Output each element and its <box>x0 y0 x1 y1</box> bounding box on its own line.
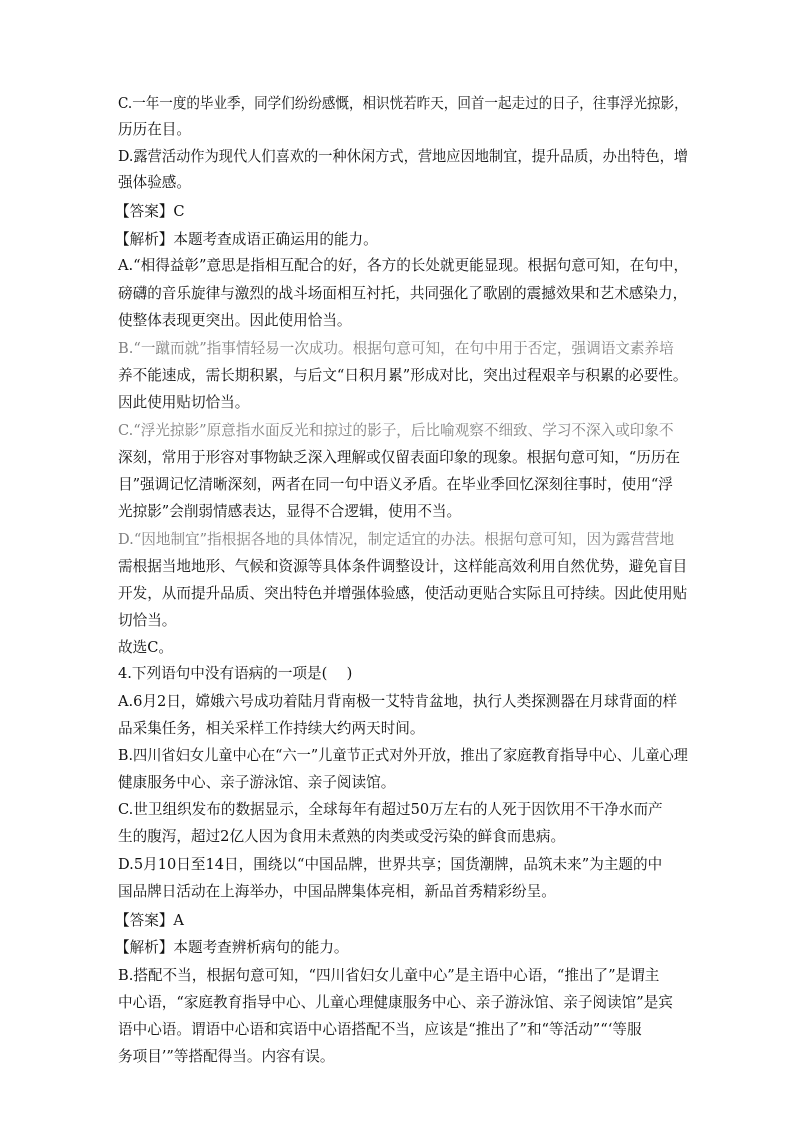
text-line: 切恰当。 <box>118 612 177 629</box>
text-line: 使整体表现更突出。因此使用恰当。 <box>118 312 352 329</box>
text-line: 品采集任务，相关采样工作持续大约两天时间。 <box>118 720 425 737</box>
text-line: 磅礴的音乐旋律与激烈的战斗场面相互衬托，共同强化了歌剧的震撼效果和艺术感染力， <box>118 285 688 302</box>
option-a: A.6月2日，嫦娥六号成功着陆月背南极一艾特肯盆地，执行人类探测器在月球背面的样 <box>118 693 678 710</box>
option-c: C.世卫组织发布的数据显示，全球每年有超过50万左右的人死于因饮用不干净水而产 <box>118 801 663 818</box>
text-line: 需根据当地地形、气候和资源等具体条件调整设计，这样能高效利用自然优势，避免盲目 <box>118 558 688 575</box>
text-line: 语中心语。谓语中心语和宾语中心语搭配不当，应该是“推出了”和“等活动”“‘等服 <box>118 1021 642 1038</box>
analysis-label: 【解析】本题考查成语正确运用的能力。 <box>115 231 378 248</box>
text-line: 目”强调记忆清晰深刻，两者在同一句中语义矛盾。在毕业季回忆深刻往事时，使用“浮 <box>118 476 673 493</box>
text-line: 生的腹泻，超过2亿人因为食用未煮熟的肉类或受污染的鲜食而患病。 <box>118 828 566 845</box>
text-line: A.“相得益彰”意思是指相互配合的好，各方的长处就更能显现。根据句意可知，在句中， <box>118 257 689 274</box>
answer-label: 【答案】C <box>115 203 185 220</box>
option-d: D.5月10日至14日，围绕以“中国品牌，世界共享；国货潮牌，品筑未来”为主题的中 <box>118 856 663 873</box>
text-line: 中心语，“家庭教育指导中心、儿童心理健康服务中心、亲子游泳馆、亲子阅读馆”是宾 <box>118 994 673 1011</box>
text-line: 深刻，常用于形容对事物缺乏深入理解或仅留表面印象的现象。根据句意可知，“历历在 <box>118 449 681 466</box>
text-line: 历历在目。 <box>118 121 191 138</box>
text-line: 健康服务中心、亲子游泳馆、亲子阅读馆。 <box>118 774 396 791</box>
text-line: 务项目’”等搭配得当。内容有误。 <box>118 1048 335 1065</box>
text-line: B.搭配不当，根据句意可知，“四川省妇女儿童中心”是主语中心语，“推出了”是谓主 <box>118 967 660 984</box>
text-line: 故选C。 <box>118 639 173 656</box>
text-line: C.“浮光掠影”原意指水面反光和掠过的影子，后比喻观察不细致、学习不深入或印象不 <box>118 422 674 439</box>
text-line: B.“一蹴而就”指事情轻易一次成功。根据句意可知，在句中用于否定，强调语文素养培 <box>118 340 674 357</box>
text-line: C.一年一度的毕业季，同学们纷纷感慨，相识恍若昨天，回首一起走过的日子，往事浮光掠影， <box>118 95 688 112</box>
text-line: 养不能速成，需长期积累，与后文“日积月累”形成对比，突出过程艰辛与积累的必要性。 <box>118 367 688 384</box>
text-line: 强体验感。 <box>118 174 191 191</box>
text-line: 开发，从而提升品质、突出特色并增强体验感，使活动更贴合实际且可持续。因此使用贴 <box>118 585 688 602</box>
text-line: 因此使用贴切恰当。 <box>118 394 250 411</box>
answer-label: 【答案】A <box>115 912 184 929</box>
option-b: B.四川省妇女儿童中心在“六一”儿童节正式对外开放，推出了家庭教育指导中心、儿童心理 <box>118 747 688 764</box>
text-line: 国品牌日活动在上海举办，中国品牌集体亮相，新品首秀精彩纷呈。 <box>118 883 556 900</box>
question-stem: 4.下列语句中没有语病的一项是( ) <box>118 665 353 682</box>
text-line: 光掠影”会削弱情感表达，显得不合逻辑，使用不当。 <box>118 503 462 520</box>
text-line: D.露营活动作为现代人们喜欢的一种休闲方式，营地应因地制宜，提升品质，办出特色，增 <box>118 148 689 165</box>
text-line: D.“因地制宜”指根据各地的具体情况，制定适宜的办法。根据句意可知，因为露营营地 <box>118 531 675 548</box>
analysis-label: 【解析】本题考查辨析病句的能力。 <box>115 939 349 956</box>
